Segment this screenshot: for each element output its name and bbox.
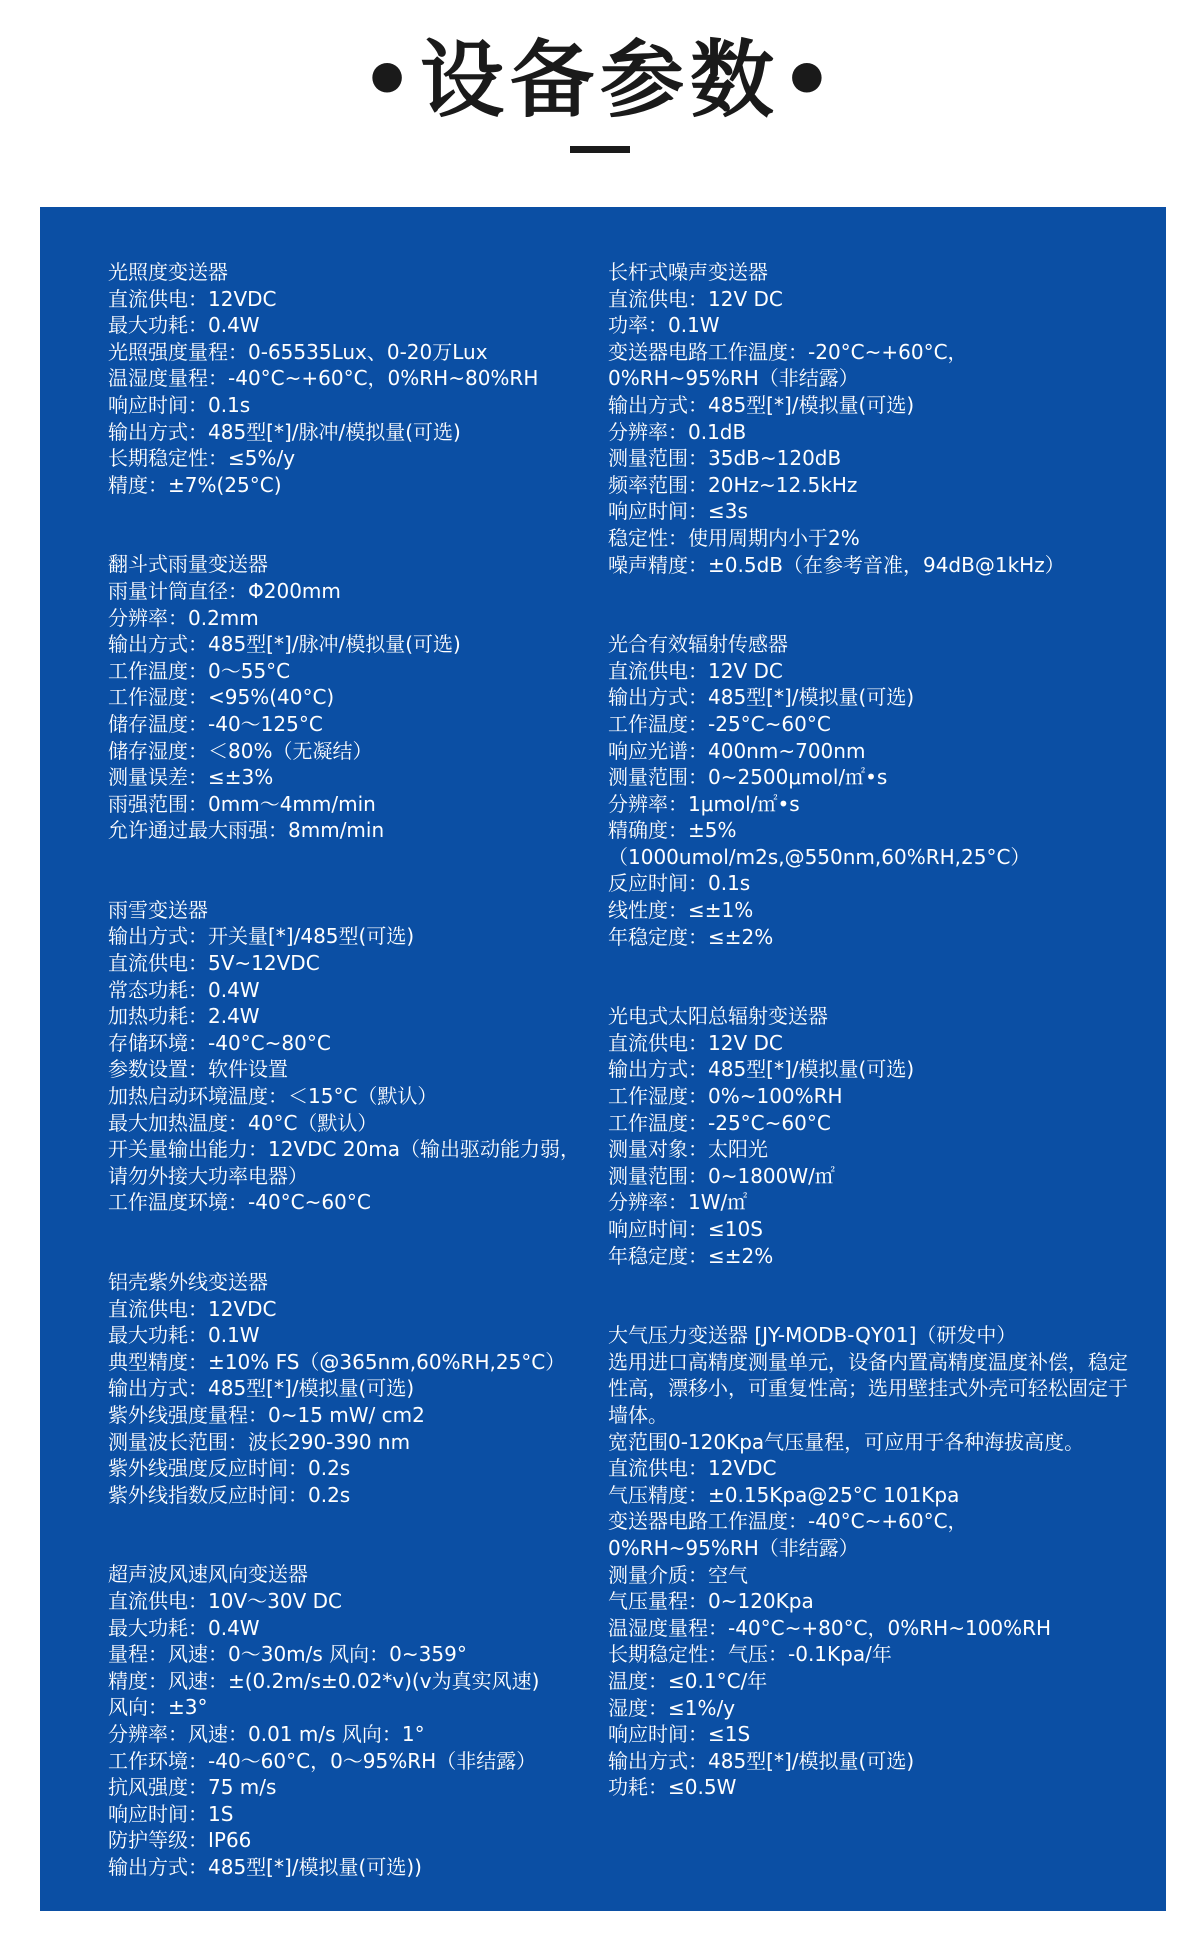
spec-line: 测量波长范围：波长290-390 nm: [108, 1429, 411, 1454]
spec-line: 工作环境：-40～60°C，0～95%RH（非结露）: [108, 1748, 537, 1773]
spec-line: 防护等级：IP66: [108, 1828, 252, 1853]
spec-line: 紫外线强度量程：0~15 mW/ cm2: [108, 1402, 425, 1427]
spec-line: 工作温度：-25°C~60°C: [608, 1110, 831, 1135]
spec-line: 工作湿度：<95%(40°C): [108, 685, 335, 710]
spec-line: 反应时间：0.1s: [608, 871, 751, 896]
spec-line: 工作温度环境：-40°C~60°C: [108, 1190, 371, 1215]
spec-line: 分辨率：风速：0.01 m/s 风向：1°: [108, 1721, 425, 1746]
page-title: •设备参数•: [360, 31, 840, 129]
spec-line: 线性度：≤±1%: [608, 898, 754, 923]
spec-line: 气压精度：±0.15Kpa@25°C 101Kpa: [608, 1482, 960, 1507]
spec-section: [108, 1561, 598, 1880]
spec-line: 湿度：≤1%/y: [608, 1695, 736, 1720]
spec-line: 分辨率：1W/㎡: [608, 1190, 748, 1215]
spec-line: 测量误差：≤±3%: [108, 765, 274, 790]
spec-line: 直流供电：5V~12VDC: [108, 951, 320, 976]
spec-line: 响应时间：≤1S: [608, 1722, 751, 1747]
spec-line: 输出方式：485型[*]/模拟量(可选): [608, 1748, 915, 1773]
spec-line: 气压量程：0~120Kpa: [608, 1589, 814, 1614]
spec-line: 精度：±7%(25°C): [108, 472, 282, 497]
spec-panel: [40, 207, 1166, 1911]
spec-line: 噪声精度：±0.5dB（在参考音准，94dB@1kHz）: [608, 552, 1065, 577]
section-title: 长杆式噪声变送器: [608, 260, 768, 284]
spec-line: 参数设置：软件设置: [108, 1057, 288, 1082]
spec-line: 输出方式：485型[*]/脉冲/模拟量(可选): [108, 419, 461, 444]
spec-line: 量程：风速：0～30m/s 风向：0~359°: [108, 1642, 467, 1667]
spec-line: 0%RH~95%RH（非结露）: [608, 366, 859, 391]
spec-line: 加热功耗：2.4W: [108, 1004, 260, 1029]
spec-line: 分辨率：0.1dB: [608, 419, 747, 444]
section-title: 超声波风速风向变送器: [108, 1562, 308, 1587]
spec-line: 输出方式：485型[*]/模拟量(可选): [608, 392, 915, 417]
spec-line: 直流供电：12V DC: [608, 1030, 783, 1055]
spec-line: 加热启动环境温度：＜15°C（默认）: [108, 1084, 438, 1109]
spec-line: 精度：风速：±(0.2m/s±0.02*v)(v为真实风速): [108, 1668, 540, 1693]
spec-line: 测量对象：太阳光: [608, 1137, 768, 1162]
spec-line: 测量范围：0~2500μmol/㎡•s: [608, 765, 888, 790]
spec-line: 测量介质：空气: [608, 1562, 748, 1587]
spec-line: 输出方式：485型[*]/模拟量(可选): [608, 1057, 915, 1082]
spec-section: [608, 1003, 1138, 1269]
spec-section: [108, 897, 598, 1216]
spec-line: 测量范围：0~1800W/㎡: [608, 1163, 835, 1188]
spec-line: 输出方式：485型[*]/模拟量(可选): [608, 685, 915, 710]
spec-line: 稳定性：使用周期内小于2%: [608, 525, 860, 550]
spec-line: 直流供电：12V DC: [608, 286, 783, 311]
spec-line: 年稳定度：≤±2%: [608, 1243, 774, 1268]
spec-line: 长期稳定性：气压：-0.1Kpa/年: [608, 1642, 892, 1667]
section-title: 光合有效辐射传感器: [608, 632, 788, 657]
spec-line: 输出方式：开关量[*]/485型(可选): [108, 924, 415, 949]
title-underline: [570, 146, 630, 153]
spec-section: [108, 1269, 598, 1508]
spec-line: 宽范围0-120Kpa气压量程，可应用于各种海拔高度。: [608, 1429, 1085, 1454]
spec-line: 常态功耗：0.4W: [108, 977, 260, 1002]
spec-section: [108, 259, 598, 498]
spec-line: 分辨率：0.2mm: [108, 605, 259, 630]
spec-line: 光照强度量程：0-65535Lux、0-20万Lux: [108, 339, 488, 364]
section-title: 雨雪变送器: [108, 897, 208, 922]
spec-line: 变送器电路工作温度：-40°C~+60°C，: [608, 1509, 968, 1534]
spec-line: 典型精度：±10% FS（@365nm,60%RH,25°C）: [108, 1349, 566, 1374]
spec-line: 响应光谱：400nm~700nm: [608, 738, 866, 763]
spec-line: 温度：≤0.1°C/年: [608, 1668, 768, 1693]
section-title: 铝壳紫外线变送器: [108, 1270, 268, 1294]
spec-line: 测量范围：35dB~120dB: [608, 446, 842, 471]
spec-line: 雨强范围：0mm～4mm/min: [108, 791, 376, 816]
spec-line: 最大功耗：0.4W: [108, 313, 260, 338]
right-column: [608, 259, 1138, 1854]
spec-line: 温湿度量程：-40°C~+80°C，0%RH~100%RH: [608, 1615, 1052, 1640]
spec-line: 响应时间：≤10S: [608, 1217, 763, 1241]
spec-line: 功耗：≤0.5W: [608, 1775, 737, 1800]
spec-line: 储存温度：-40～125°C: [108, 711, 323, 736]
spec-section: [608, 259, 1138, 578]
spec-line: 最大加热温度：40°C（默认）: [108, 1110, 378, 1135]
left-column: [108, 259, 598, 1933]
spec-line: 变送器电路工作温度：-20°C~+60°C，: [608, 339, 968, 364]
spec-line: 允许通过最大雨强：8mm/min: [108, 818, 385, 843]
spec-line: 最大功耗：0.4W: [108, 1615, 260, 1640]
section-title: 大气压力变送器 [JY-MODB-QY01]（研发中）: [608, 1323, 1017, 1348]
spec-line: 响应时间：≤3s: [608, 499, 748, 524]
spec-line: 分辨率：1μmol/㎡•s: [608, 791, 800, 816]
spec-line: 直流供电：12VDC: [108, 286, 277, 311]
spec-line: 直流供电：10V～30V DC: [108, 1588, 342, 1613]
spec-line: 抗风强度：75 m/s: [108, 1775, 277, 1800]
spec-line: 储存湿度：＜80%（无凝结）: [108, 738, 373, 763]
spec-line: 年稳定度：≤±2%: [608, 924, 774, 949]
spec-line: 紫外线强度反应时间：0.2s: [108, 1456, 351, 1481]
spec-line: 响应时间：0.1s: [108, 392, 251, 417]
spec-line: 最大功耗：0.1W: [108, 1323, 260, 1348]
spec-line: 输出方式：485型[*]/模拟量(可选)): [108, 1854, 422, 1879]
spec-line: 选用进口高精度测量单元，设备内置高精度温度补偿，稳定性高，漂移小，可重复性高；选用壁挂式外壳可轻松固定于墙体。: [608, 1349, 1128, 1427]
spec-line: 频率范围：20Hz~12.5kHz: [608, 472, 858, 497]
spec-line: 直流供电：12VDC: [608, 1456, 777, 1481]
spec-section: [108, 551, 598, 844]
spec-line: 直流供电：12VDC: [108, 1296, 277, 1321]
spec-line: 精确度：±5%: [608, 818, 737, 843]
spec-line: 存储环境：-40°C~80°C: [108, 1030, 331, 1055]
spec-line: 直流供电：12V DC: [608, 658, 783, 683]
spec-section: [608, 1322, 1138, 1801]
spec-line: 工作温度：0～55°C: [108, 658, 291, 683]
section-title: 光照度变送器: [108, 260, 228, 284]
spec-line: 温湿度量程：-40°C~+60°C，0%RH~80%RH: [108, 366, 539, 391]
spec-line: 工作温度：-25°C~60°C: [608, 711, 831, 736]
section-title: 光电式太阳总辐射变送器: [608, 1004, 828, 1029]
spec-line: 响应时间：1S: [108, 1801, 234, 1826]
spec-section: [608, 631, 1138, 950]
spec-line: 开关量输出能力：12VDC 20ma（输出驱动能力弱，请勿外接大功率电器）: [108, 1137, 581, 1188]
spec-line: 0%RH~95%RH（非结露）: [608, 1535, 859, 1560]
spec-line: 工作湿度：0%~100%RH: [608, 1084, 843, 1109]
section-title: 翻斗式雨量变送器: [108, 552, 268, 577]
spec-line: 风向：±3°: [108, 1695, 208, 1720]
spec-line: 输出方式：485型[*]/脉冲/模拟量(可选): [108, 632, 461, 657]
spec-line: 输出方式：485型[*]/模拟量(可选): [108, 1376, 415, 1401]
spec-line: 雨量计筒直径：Φ200mm: [108, 578, 341, 603]
spec-line: 紫外线指数反应时间：0.2s: [108, 1482, 351, 1507]
spec-line: （1000umol/m2s,@550nm,60%RH,25°C）: [608, 844, 1031, 869]
spec-line: 功率：0.1W: [608, 313, 720, 338]
spec-line: 长期稳定性：≤5%/y: [108, 446, 296, 471]
